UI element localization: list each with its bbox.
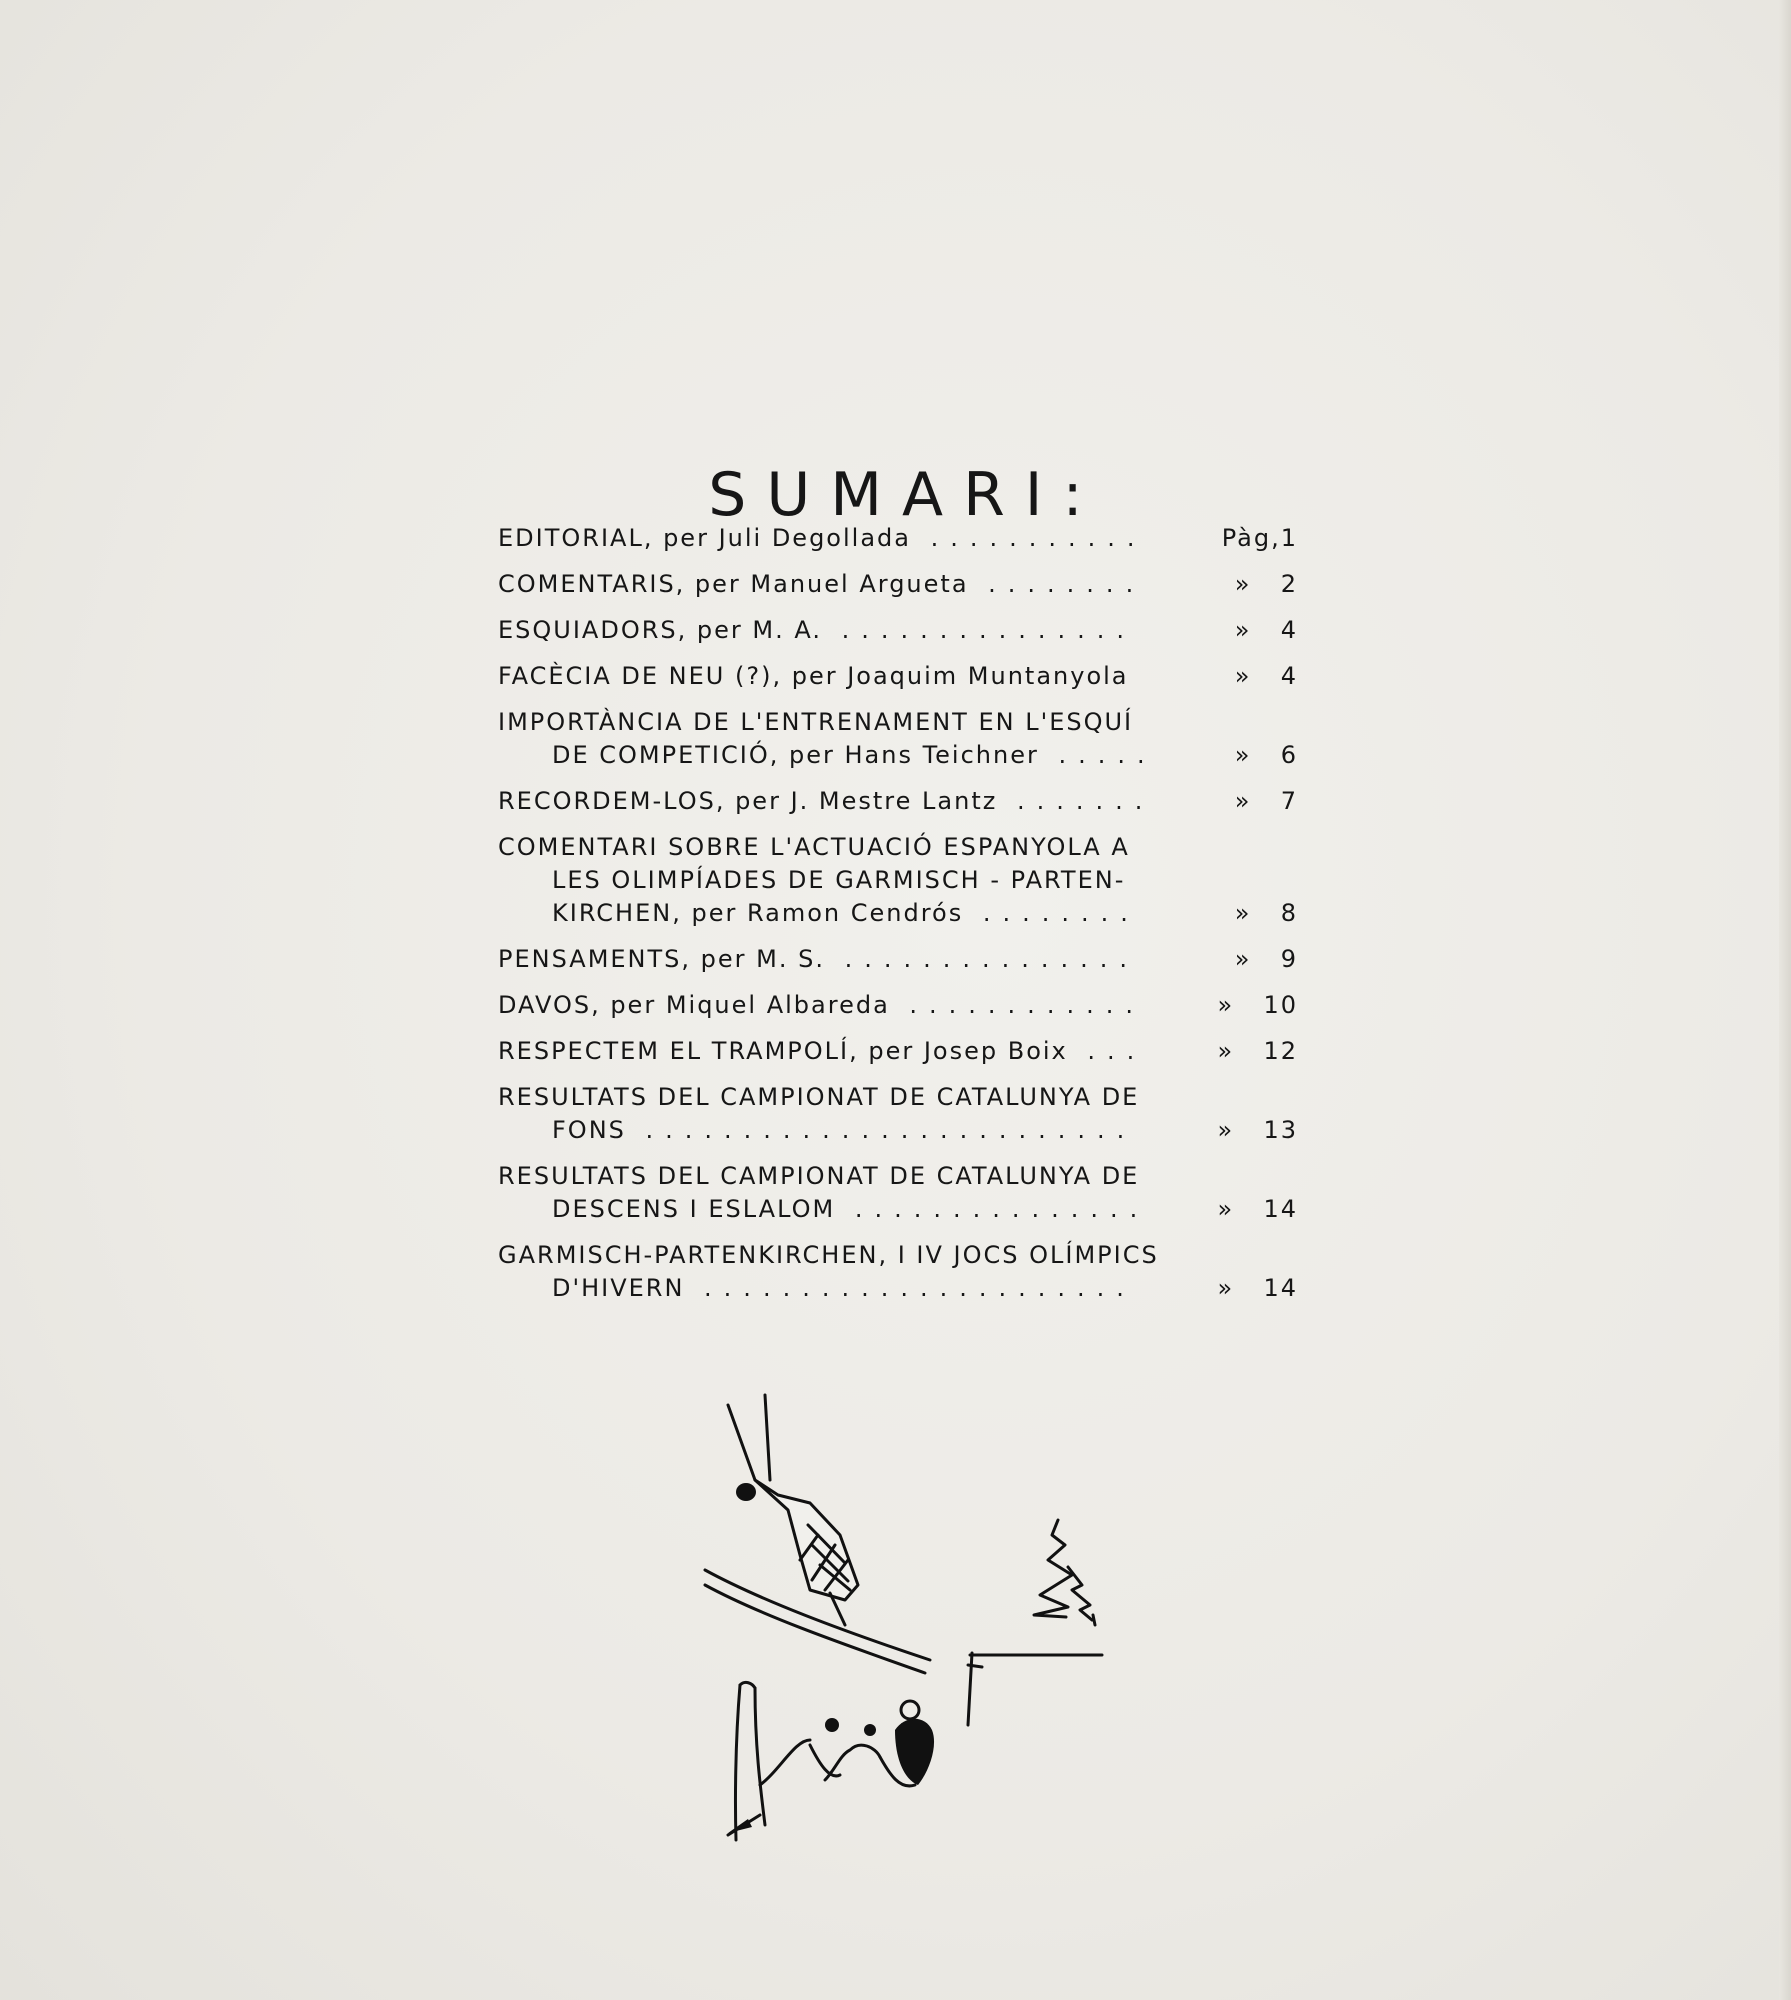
toc-entry-page [1208, 785, 1298, 818]
toc-entry-title: RESPECTEM EL TRAMPOLÍ, per Josep Boix [498, 1037, 1068, 1065]
toc-entry-page [1208, 943, 1298, 976]
toc-entry-title: COMENTARI SOBRE L'ACTUACIÓ ESPANYOLA A [498, 833, 1130, 861]
dot-leader: ....... [997, 787, 1155, 815]
toc-entry [498, 1081, 1298, 1147]
entry-spacer [498, 818, 1298, 831]
toc-entry-title: FACÈCIA DE NEU (?), per Joaquim Muntanyola [498, 662, 1129, 690]
entry-spacer [498, 1226, 1298, 1239]
dot-leader: ......................... [625, 1116, 1137, 1144]
page-number: 10 [1263, 991, 1298, 1019]
toc-entry-title: COMENTARIS, per Manuel Argueta [498, 570, 969, 598]
ditto-mark: » [1217, 1116, 1235, 1144]
spectator-head-icon [825, 1718, 839, 1732]
dot-leader: ........ [963, 899, 1140, 927]
toc-entry [498, 831, 1298, 930]
toc-entry-title: RESULTATS DEL CAMPIONAT DE CATALUNYA DE [498, 1162, 1140, 1190]
page-number: 4 [1280, 662, 1298, 690]
page-number: 13 [1263, 1116, 1298, 1144]
toc-entry-title: RESULTATS DEL CAMPIONAT DE CATALUNYA DE [498, 1083, 1140, 1111]
toc-entry [498, 522, 1298, 555]
toc-entry-title: DAVOS, per Miquel Albareda [498, 991, 890, 1019]
page-prefix-label: Pàg, [1221, 524, 1281, 552]
entry-spacer [498, 930, 1298, 943]
ditto-mark: » [1234, 741, 1252, 769]
page-number: 12 [1263, 1037, 1298, 1065]
toc-entry-page [1208, 568, 1298, 601]
entry-spacer [498, 555, 1298, 568]
toc-entry-page [1208, 522, 1298, 555]
toc-entry-page [1208, 614, 1298, 647]
toc-entry-page [1208, 1114, 1298, 1147]
toc-entry-title-continued: KIRCHEN, per Ramon Cendrós [552, 899, 964, 927]
entry-spacer [498, 772, 1298, 785]
ditto-mark: » [1234, 899, 1252, 927]
table-of-contents [498, 522, 1298, 1305]
page-number: 6 [1280, 741, 1298, 769]
ditto-mark: » [1234, 616, 1252, 644]
dot-leader: ........... [910, 524, 1147, 552]
page-number: 14 [1263, 1195, 1298, 1223]
ditto-mark: » [1234, 787, 1252, 815]
toc-entry-title-continued: D'HIVERN [552, 1274, 685, 1302]
toc-entry [498, 943, 1298, 976]
page-number: 8 [1280, 899, 1298, 927]
ski-jumper-illustration [700, 1385, 1120, 1845]
toc-entry-page [1208, 989, 1298, 1022]
dot-leader: ... [1067, 1037, 1147, 1065]
toc-entry-title-continued: DE COMPETICIÓ, per Hans Teichner [552, 741, 1039, 769]
jumper-head-icon [736, 1483, 756, 1501]
toc-entry-page [1208, 1035, 1298, 1068]
ditto-mark: » [1234, 570, 1252, 598]
toc-entry [498, 1035, 1298, 1068]
toc-entry [498, 1160, 1298, 1226]
toc-entry [498, 1239, 1298, 1305]
toc-entry-title: EDITORIAL, per Juli Degollada [498, 524, 911, 552]
ditto-mark: » [1234, 662, 1252, 690]
toc-entry [498, 706, 1298, 772]
entry-spacer [498, 1068, 1298, 1081]
ski-right-icon [765, 1395, 770, 1480]
entry-spacer [498, 976, 1298, 989]
page-number: 7 [1280, 787, 1298, 815]
page-title: SUMARI: [708, 460, 1103, 531]
ditto-mark: » [1217, 1195, 1235, 1223]
toc-entry-title: ESQUIADORS, per M. A. [498, 616, 822, 644]
toc-entry-title-continued: LES OLIMPÍADES DE GARMISCH - PARTEN- [552, 866, 1126, 894]
toc-entry [498, 785, 1298, 818]
dot-leader: ...................... [684, 1274, 1136, 1302]
ditto-mark: » [1234, 945, 1252, 973]
spectator-body-icon [895, 1719, 934, 1785]
toc-entry-page [1208, 739, 1298, 772]
toc-entry [498, 614, 1298, 647]
entry-spacer [498, 693, 1298, 706]
page-number: 14 [1263, 1274, 1298, 1302]
toc-entry-title-continued: DESCENS I ESLALOM [552, 1195, 836, 1223]
dot-leader: ..... [1038, 741, 1157, 769]
ditto-mark: » [1217, 1274, 1235, 1302]
toc-entry [498, 568, 1298, 601]
ditto-mark: » [1217, 1037, 1235, 1065]
toc-entry-page [1208, 660, 1298, 693]
ditto-mark: » [1217, 991, 1235, 1019]
entry-spacer [498, 1147, 1298, 1160]
entry-spacer [498, 1022, 1298, 1035]
toc-entry-title-continued: FONS [552, 1116, 626, 1144]
toc-entry-title: GARMISCH-PARTENKIRCHEN, I IV JOCS OLÍMPICS [498, 1241, 1159, 1269]
page-number: 9 [1280, 945, 1298, 973]
toc-entry-page [1208, 1193, 1298, 1226]
dot-leader: ............... [835, 1195, 1150, 1223]
toc-entry-title: RECORDEM-LOS, per J. Mestre Lantz [498, 787, 998, 815]
dot-leader: ............... [821, 616, 1137, 644]
toc-entry-title: PENSAMENTS, per M. S. [498, 945, 825, 973]
page-number: 4 [1280, 616, 1298, 644]
toc-entry-page [1208, 897, 1298, 930]
toc-entry [498, 989, 1298, 1022]
toc-entry-title: IMPORTÀNCIA DE L'ENTRENAMENT EN L'ESQUÍ [498, 708, 1134, 736]
toc-entry-page [1208, 1272, 1298, 1305]
ski-left-icon [728, 1405, 755, 1480]
dot-leader: ............... [825, 945, 1140, 973]
dot-leader: ............ [889, 991, 1145, 1019]
page-number: 1 [1280, 524, 1298, 552]
page-edge [1779, 0, 1791, 2000]
dot-leader: ........ [968, 570, 1146, 598]
entry-spacer [498, 601, 1298, 614]
entry-spacer [498, 647, 1298, 660]
toc-entry [498, 660, 1298, 693]
page-number: 2 [1280, 570, 1298, 598]
